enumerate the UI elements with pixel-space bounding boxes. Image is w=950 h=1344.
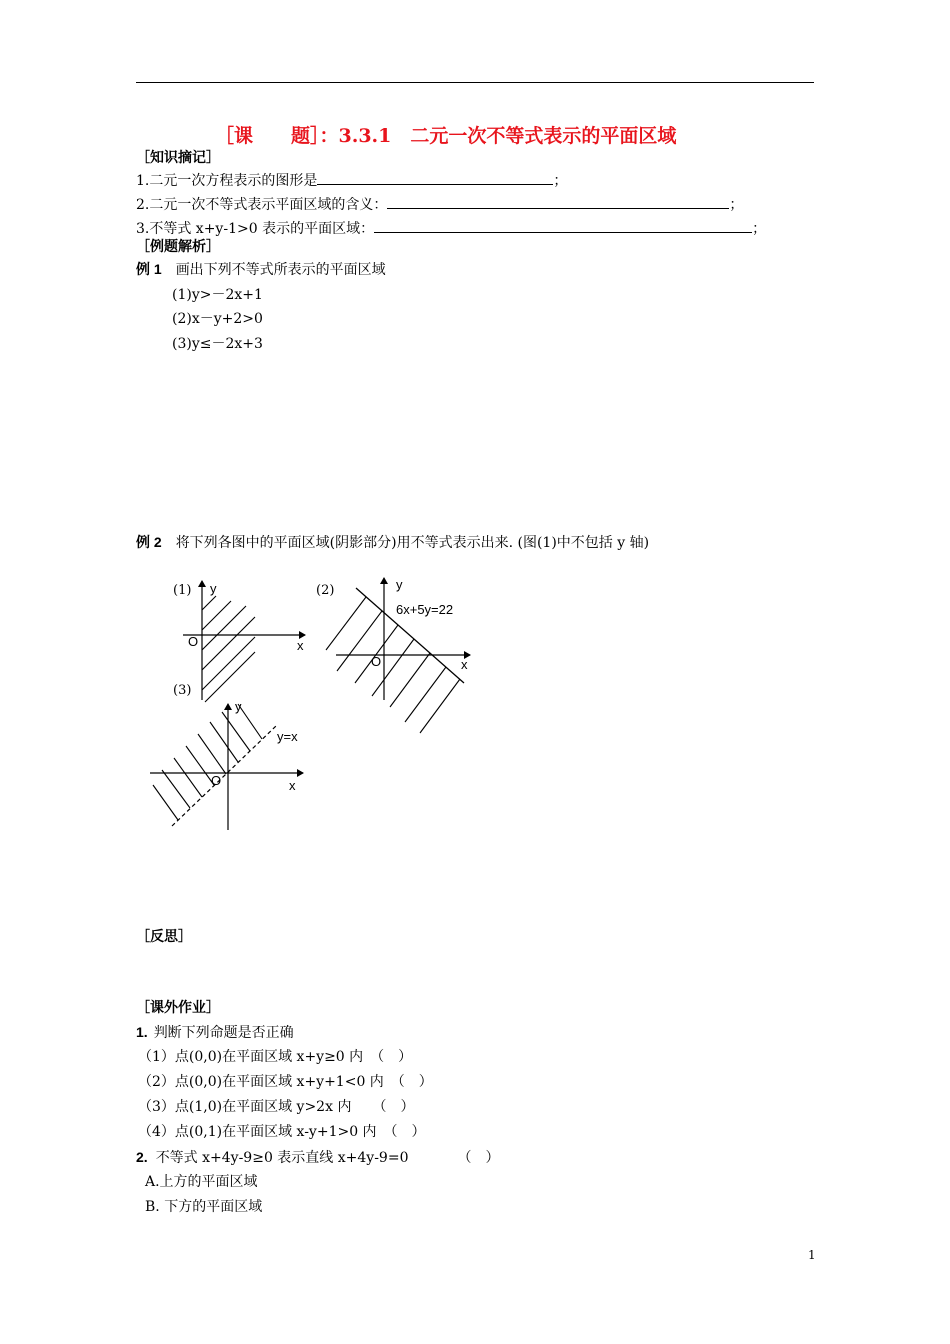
homework-q1-text: 判断下列命题是否正确 xyxy=(153,1025,294,1041)
homework-q2-number: 2. xyxy=(136,1149,148,1165)
knowledge-q2-text: 2.二元一次不等式表示平面区域的含义： xyxy=(136,197,388,213)
knowledge-q2-end: ； xyxy=(729,197,744,213)
homework-q2-text: 不等式 x+4y-9≥0 表示直线 x+4y-9=0 （ ） xyxy=(155,1150,500,1166)
homework-q1-item: （4）点(0,1)在平面区域 x-y+1>0 内 （ ） xyxy=(138,1124,426,1140)
shading-hatch xyxy=(153,704,262,820)
example-2-text: 将下列各图中的平面区域(阴影部分)用不等式表示出来. (图(1)中不包括 y 轴) xyxy=(175,535,650,551)
figure-1 xyxy=(183,581,305,702)
homework-q1 xyxy=(136,1023,294,1042)
homework-q1-item: （1）点(0,0)在平面区域 x+y≥0 内 （ ） xyxy=(138,1049,413,1065)
knowledge-q3-end: ； xyxy=(752,221,767,237)
figure-2-label: (2) xyxy=(316,583,335,598)
figure-2-line-equation: 6x+5y=22 xyxy=(396,602,454,617)
homework-q1-item: （3）点(1,0)在平面区域 y>2x 内 （ ） xyxy=(138,1099,415,1115)
example-1-item: (1)y>－2x+1 xyxy=(172,287,263,303)
shading-hatch xyxy=(202,596,255,702)
figure-1-x-label: x xyxy=(297,638,304,653)
figure-3 xyxy=(150,704,303,830)
example-2-label: 例 2 xyxy=(136,534,162,550)
homework-heading: ［课外作业］ xyxy=(136,1000,220,1016)
figure-1-origin-label: O xyxy=(188,634,199,649)
figure-3-origin-label: O xyxy=(211,773,222,788)
homework-q1-number: 1. xyxy=(136,1024,148,1040)
knowledge-q1-end: ； xyxy=(553,173,568,189)
figure-2-origin-label: O xyxy=(371,654,382,669)
examples-heading: ［例题解析］ xyxy=(136,239,220,255)
figure-1-y-label: y xyxy=(210,581,217,596)
homework-q2 xyxy=(136,1148,499,1167)
example-1-label: 例 1 xyxy=(136,261,162,277)
figure-2-x-label: x xyxy=(461,657,468,672)
figure-3-y-label: y xyxy=(235,699,242,714)
figure-3-label: (3) xyxy=(173,683,192,698)
page-number: 1 xyxy=(808,1248,816,1262)
homework-q2-option: A.上方的平面区域 xyxy=(145,1174,258,1190)
knowledge-heading: ［知识摘记］ xyxy=(136,150,220,166)
example-1-text: 画出下列不等式所表示的平面区域 xyxy=(175,262,386,278)
example-1-item: (2)x－y+2>0 xyxy=(172,311,263,327)
knowledge-q1-text: 1.二元一次方程表示的图形是 xyxy=(136,173,318,189)
page-title: ［课 题］：3.3.1 二元一次不等式表示的平面区域 xyxy=(215,125,677,147)
example-1-item: (3)y≤－2x+3 xyxy=(172,336,263,352)
figure-2-y-label: y xyxy=(396,577,403,592)
homework-q2-option: B. 下方的平面区域 xyxy=(145,1199,263,1215)
figure-3-line-equation: y=x xyxy=(277,729,298,744)
homework-q1-item: （2）点(0,0)在平面区域 x+y+1<0 内 （ ） xyxy=(138,1074,433,1090)
figure-3-x-label: x xyxy=(289,778,296,793)
knowledge-q3-text: 3.不等式 x+y-1>0 表示的平面区域： xyxy=(136,221,375,237)
reflection-heading: ［反思］ xyxy=(136,929,192,945)
figure-1-label: (1) xyxy=(173,583,192,598)
